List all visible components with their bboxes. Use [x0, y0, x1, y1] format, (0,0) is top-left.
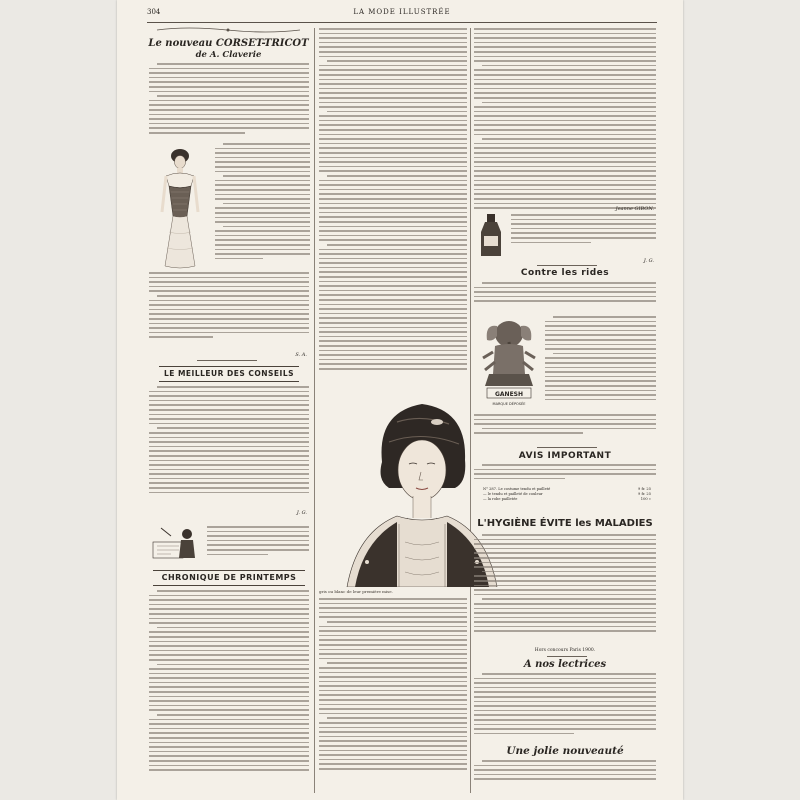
conseils-box [159, 366, 299, 382]
corset-title: Le nouveau CORSET-TRICOT [148, 38, 309, 49]
corset-subtitle: de A. Claverie [195, 50, 262, 60]
journal-title: LA MODE ILLUSTRÉE [353, 8, 451, 16]
ornament-divider-icon [147, 26, 310, 34]
section-rule [537, 447, 597, 448]
left-column [147, 26, 310, 60]
hygiene-title: L'HYGIÈNE ÉVITE les MALADIES [477, 518, 653, 529]
section-rule [537, 265, 597, 266]
ganesh-label: GANESH [494, 391, 524, 398]
price-row [482, 497, 652, 502]
chronique-box [153, 570, 305, 586]
price-value: 100 » [640, 496, 651, 501]
price-label: — le tendu et pailleté de couleur [483, 491, 543, 496]
conseils-signature: J. G. [296, 510, 307, 516]
vignette-illustration [151, 522, 199, 562]
jolie-title: Une jolie nouveauté [506, 745, 624, 757]
header-rule [147, 22, 657, 23]
middle-lower-text [319, 598, 467, 790]
rides-bottom-text [474, 414, 656, 446]
page-number: 304 [147, 8, 161, 16]
ganesh-mark: MARQUE DÉPOSÉE [492, 402, 526, 406]
portrait-caption: gris ou blanc de leur première mise. [319, 590, 393, 594]
corset-signature: S. A. [295, 352, 307, 358]
jg-signature: J. G. [643, 258, 654, 264]
conseils-title: LE MEILLEUR DES CONSEILS [163, 369, 295, 378]
hygiene-text [474, 534, 656, 646]
price-value: 9 fr. 25 [638, 491, 651, 496]
avis-price-table [482, 487, 652, 501]
section-rule [197, 360, 257, 361]
corset-side-text [215, 143, 310, 269]
page-header [147, 8, 657, 22]
price-value: 9 fr. 25 [638, 487, 651, 491]
lectrices-text [474, 673, 656, 743]
avis-text [474, 464, 656, 486]
section-rule [547, 656, 587, 657]
corset-model-illustration [151, 142, 209, 270]
rides-title: Contre les rides [520, 268, 610, 278]
conseils-text [149, 386, 309, 506]
jolie-text [474, 760, 656, 792]
rides-intro-text [474, 282, 656, 314]
rides-side-text [545, 316, 656, 412]
vignette-text [207, 526, 309, 566]
chronique-title: CHRONIQUE DE PRINTEMPS [161, 573, 297, 582]
corset-bottom-text [149, 272, 309, 352]
price-label: N° 287. Le costume tendu et pailleté [483, 487, 551, 491]
bottle-text [511, 214, 656, 254]
column-divider-left [314, 28, 315, 793]
right-upper-text [474, 28, 656, 228]
hygiene-footer: Hors concours Paris 1900. [534, 648, 596, 653]
chronique-text [149, 590, 309, 790]
avis-title: AVIS IMPORTANT [518, 451, 612, 461]
journal-page [117, 0, 683, 800]
bottle-illustration [477, 212, 505, 258]
ganesh-statue-illustration [479, 316, 539, 408]
middle-upper-text [319, 28, 467, 388]
corset-intro-text [149, 63, 309, 139]
gibon-signature: Jeanne GIBON. [615, 206, 654, 212]
lectrices-title: A nos lectrices [523, 659, 607, 670]
price-label: — la robe pailletée [483, 496, 518, 501]
